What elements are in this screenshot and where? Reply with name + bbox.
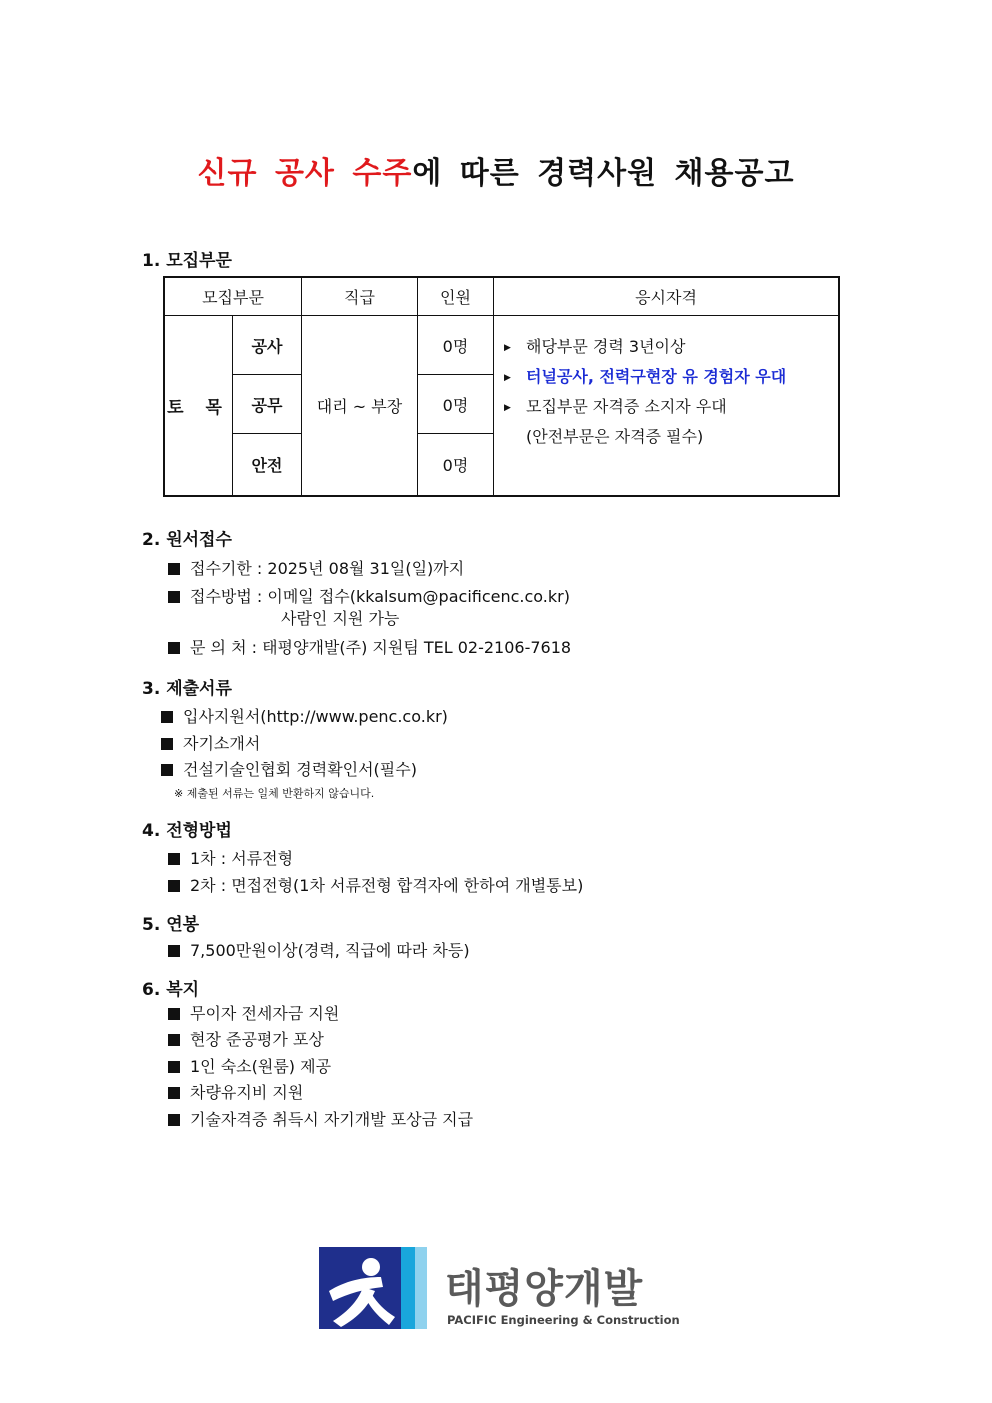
table-row	[164, 316, 839, 375]
list-item: 1인 숙소(원룸) 제공	[168, 1054, 331, 1077]
list-item: 2차 : 면접전형(1차 서류전형 합격자에 한하여 개별통보)	[168, 873, 583, 896]
section-heading-documents: 3. 제출서류	[142, 679, 232, 699]
qualification-item: ▶ 해당부문 경력 3년이상	[504, 332, 838, 362]
company-logo-mark-icon	[319, 1247, 427, 1329]
square-bullet-icon	[168, 642, 180, 654]
subdepartment-cell: 공사	[233, 316, 302, 375]
list-item-continuation: 사람인 지원 가능	[281, 609, 400, 628]
list-item: 문 의 처 : 태평양개발(주) 지원팀 TEL 02-2106-7618	[168, 635, 571, 658]
list-item: 차량유지비 지원	[168, 1080, 303, 1103]
list-item: 1차 : 서류전형	[168, 846, 293, 869]
list-item: 무이자 전세자금 지원	[168, 1001, 339, 1024]
list-item: 기술자격증 취득시 자기개발 포상금 지급	[168, 1107, 473, 1130]
triangle-bullet-icon: ▶	[504, 372, 511, 383]
rank-cell: 대리 ~ 부장	[302, 316, 418, 497]
section-heading-salary: 5. 연봉	[142, 915, 200, 935]
square-bullet-icon	[168, 945, 180, 957]
square-bullet-icon	[161, 711, 173, 723]
company-logo-subtitle: PACIFIC Engineering & Construction	[447, 1313, 680, 1327]
count-cell: 0명	[418, 316, 494, 375]
subdepartment-cell: 안전	[233, 434, 302, 497]
list-item: 접수기한 : 2025년 08월 31일(일)까지	[168, 556, 464, 579]
company-logo-name: 태평양개발	[445, 1266, 644, 1312]
subdepartment-cell: 공무	[233, 375, 302, 434]
square-bullet-icon	[168, 1114, 180, 1126]
qualification-cell	[494, 316, 840, 497]
section-heading-recruitment: 1. 모집부문	[142, 251, 232, 271]
square-bullet-icon	[161, 738, 173, 750]
qualification-note: (안전부문은 자격증 필수)	[526, 427, 704, 446]
square-bullet-icon	[168, 1008, 180, 1020]
square-bullet-icon	[161, 764, 173, 776]
section-heading-selection: 4. 전형방법	[142, 821, 232, 841]
company-logo	[319, 1247, 679, 1329]
square-bullet-icon	[168, 1087, 180, 1099]
list-item: 7,500만원이상(경력, 직급에 따라 차등)	[168, 938, 470, 961]
title-rest: 에 따른 경력사원 채용공고	[412, 156, 795, 191]
documents-note: ※ 제출된 서류는 일체 반환하지 않습니다.	[174, 787, 375, 800]
table-header-row	[164, 277, 839, 316]
list-item: 입사지원서(http://www.penc.co.kr)	[161, 704, 448, 727]
square-bullet-icon	[168, 1034, 180, 1046]
page-title	[0, 148, 992, 192]
section-heading-benefits: 6. 복지	[142, 980, 200, 1000]
square-bullet-icon	[168, 880, 180, 892]
square-bullet-icon	[168, 853, 180, 865]
header-department: 모집부문	[164, 277, 302, 316]
recruitment-table	[163, 276, 840, 497]
title-highlight: 신규 공사 수주	[197, 156, 413, 191]
list-item: 접수방법 : 이메일 접수(kkalsum@pacificenc.co.kr)	[168, 584, 570, 607]
count-cell: 0명	[418, 375, 494, 434]
header-count: 인원	[418, 277, 494, 316]
list-item: 자기소개서	[161, 731, 260, 754]
qualification-item-highlight: ▶ 터널공사, 전력구현장 유 경험자 우대	[504, 362, 838, 392]
count-cell: 0명	[418, 434, 494, 497]
square-bullet-icon	[168, 1061, 180, 1073]
department-cell: 토 목	[164, 316, 233, 497]
square-bullet-icon	[168, 591, 180, 603]
list-item: 건설기술인협회 경력확인서(필수)	[161, 757, 417, 780]
section-heading-application: 2. 원서접수	[142, 530, 232, 550]
header-qualification: 응시자격	[494, 277, 840, 316]
square-bullet-icon	[168, 563, 180, 575]
triangle-bullet-icon: ▶	[504, 402, 511, 413]
header-rank: 직급	[302, 277, 418, 316]
list-item: 현장 준공평가 포상	[168, 1027, 324, 1050]
qualification-item: ▶ 모집부문 자격증 소지자 우대	[504, 392, 838, 422]
triangle-bullet-icon: ▶	[504, 342, 511, 353]
